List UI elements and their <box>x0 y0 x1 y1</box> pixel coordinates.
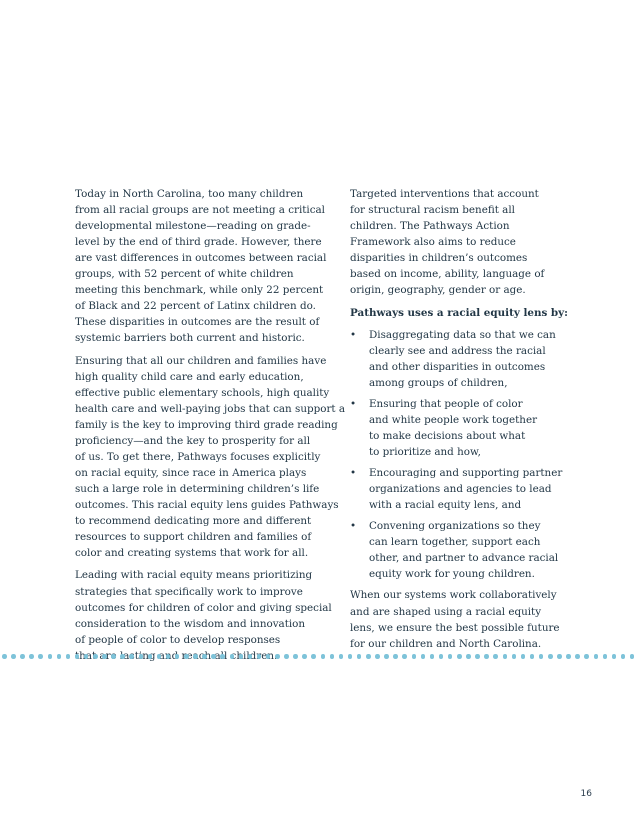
divider-dot <box>630 654 635 659</box>
divider-dot <box>193 654 198 659</box>
text-line: health care and well-paying jobs that can support a <box>75 402 346 415</box>
text-line: and white people work together <box>369 413 538 426</box>
text-line: from all racial groups are not meeting a critical <box>75 204 325 217</box>
list-item <box>350 518 592 582</box>
left-column <box>75 186 346 670</box>
page-number: 16 <box>580 789 592 799</box>
text-line: meeting this benchmark, while only 22 percent <box>75 284 324 297</box>
divider-dot <box>348 654 353 659</box>
text-line: groups, with 52 percent of white children <box>75 268 294 281</box>
divider-dot <box>93 654 98 659</box>
divider-dot <box>157 654 162 659</box>
text-line: equity work for young children. <box>369 568 535 581</box>
text-line: developmental milestone—reading on grade- <box>75 220 311 233</box>
divider-dot <box>48 654 53 659</box>
divider-dot <box>239 654 244 659</box>
divider-dot <box>557 654 562 659</box>
divider-dot <box>2 654 7 659</box>
text-line: Convening organizations so they <box>369 520 541 533</box>
divider-dot <box>375 654 380 659</box>
dotted-divider <box>0 652 638 662</box>
list-item <box>350 327 592 391</box>
text-line: with a racial equity lens, and <box>369 499 522 512</box>
divider-dot <box>66 654 71 659</box>
divider-dot <box>339 654 344 659</box>
text-line: lens, we ensure the best possible future <box>350 621 560 634</box>
divider-dot <box>503 654 508 659</box>
text-line: high quality child care and early education, <box>75 370 304 383</box>
divider-dot <box>38 654 43 659</box>
text-line: family is the key to improving third grade reading <box>75 418 338 431</box>
text-line: origin, geography, gender or age. <box>350 284 526 297</box>
text-line: of Black and 22 percent of Latinx children do. <box>75 300 316 313</box>
intro-paragraph <box>75 186 337 346</box>
text-line: proficiency—and the key to prosperity for all <box>75 434 311 447</box>
text-line: resources to support children and families of <box>75 531 312 544</box>
divider-dot <box>139 654 144 659</box>
divider-dot <box>594 654 599 659</box>
text-line: to recommend dedicating more and different <box>75 515 312 528</box>
text-line: other, and partner to advance racial <box>369 552 559 565</box>
divider-dot <box>566 654 571 659</box>
divider-dot <box>129 654 134 659</box>
divider-dot <box>457 654 462 659</box>
text-line: systemic barriers both current and historic. <box>75 332 305 345</box>
text-line: of us. To get there, Pathways focuses explicitly <box>75 450 321 463</box>
divider-dot <box>603 654 608 659</box>
divider-dot <box>202 654 207 659</box>
divider-dot <box>512 654 517 659</box>
divider-dot <box>311 654 316 659</box>
text-line: such a large role in determining children’s life <box>75 483 320 496</box>
divider-dot <box>575 654 580 659</box>
divider-dot <box>439 654 444 659</box>
divider-dot <box>521 654 526 659</box>
targeted-paragraph <box>350 186 592 298</box>
divider-dot <box>530 654 535 659</box>
divider-dot <box>621 654 626 659</box>
divider-dot <box>275 654 280 659</box>
divider-dot <box>384 654 389 659</box>
ensuring-paragraph <box>75 353 346 562</box>
bullet-icon: • <box>350 520 357 533</box>
divider-dot <box>11 654 16 659</box>
text-line: Encouraging and supporting partner <box>369 467 563 480</box>
divider-dot <box>148 654 153 659</box>
text-line: for our children and North Carolina. <box>350 637 542 650</box>
divider-dot <box>257 654 262 659</box>
divider-dot <box>402 654 407 659</box>
divider-dot <box>584 654 589 659</box>
text-line: of people of color to develop responses <box>75 633 281 646</box>
divider-dot <box>366 654 371 659</box>
text-line: Ensuring that people of color <box>369 397 523 410</box>
divider-dot <box>111 654 116 659</box>
text-line: outcomes. This racial equity lens guides Pathways <box>75 499 339 512</box>
divider-dot <box>57 654 62 659</box>
text-line: to make decisions about what <box>369 430 526 443</box>
divider-dot <box>466 654 471 659</box>
text-line: strategies that specifically work to improve <box>75 585 303 598</box>
divider-dot <box>330 654 335 659</box>
divider-dot <box>120 654 125 659</box>
bullet-icon: • <box>350 467 357 480</box>
divider-dot <box>175 654 180 659</box>
text-line: can learn together, support each <box>369 536 541 549</box>
text-line: to prioritize and how, <box>369 446 481 459</box>
text-line: consideration to the wisdom and innovation <box>75 617 306 630</box>
text-line: and are shaped using a racial equity <box>350 605 542 618</box>
divider-dot <box>184 654 189 659</box>
divider-dot <box>102 654 107 659</box>
divider-dot <box>539 654 544 659</box>
text-line: for structural racism benefit all <box>350 204 515 217</box>
divider-dot <box>548 654 553 659</box>
divider-dot <box>493 654 498 659</box>
text-line: clearly see and address the racial <box>369 344 546 357</box>
divider-dot <box>166 654 171 659</box>
bullet-icon: • <box>350 328 357 341</box>
divider-dot <box>475 654 480 659</box>
text-line: Targeted interventions that account <box>350 188 539 200</box>
divider-dot <box>266 654 271 659</box>
text-line: outcomes for children of color and giving special <box>75 601 332 614</box>
divider-dot <box>302 654 307 659</box>
bullet-icon: • <box>350 397 357 410</box>
divider-dot <box>448 654 453 659</box>
text-line: children. The Pathways Action <box>350 220 510 233</box>
text-line: on racial equity, since race in America plays <box>75 466 307 479</box>
divider-dot <box>321 654 326 659</box>
text-line: Today in North Carolina, too many children <box>75 188 304 200</box>
divider-dot <box>211 654 216 659</box>
divider-dot <box>248 654 253 659</box>
text-line: These disparities in outcomes are the result of <box>75 316 320 329</box>
divider-dot <box>284 654 289 659</box>
divider-dot <box>293 654 298 659</box>
text-line: level by the end of third grade. However, there <box>75 236 322 249</box>
text-line: organizations and agencies to lead <box>369 483 552 496</box>
text-line: and other disparities in outcomes <box>369 360 546 373</box>
divider-dot <box>29 654 34 659</box>
leading-paragraph <box>75 567 337 663</box>
divider-dot <box>412 654 417 659</box>
divider-dot <box>84 654 89 659</box>
divider-dot <box>430 654 435 659</box>
divider-dot <box>484 654 489 659</box>
section-heading: Pathways uses a racial equity lens by: <box>350 306 568 319</box>
divider-dot <box>75 654 80 659</box>
list-item <box>350 396 592 460</box>
bullet-list <box>350 327 592 583</box>
list-item <box>350 465 592 513</box>
text-line: When our systems work collaboratively <box>350 589 557 602</box>
text-line: are vast differences in outcomes between racial <box>75 252 327 265</box>
divider-dot <box>612 654 617 659</box>
divider-dot <box>220 654 225 659</box>
text-line: are lasting children. <box>99 649 278 662</box>
text-line: Framework also aims to reduce <box>350 236 516 249</box>
text-line: effective public elementary schools, high quality <box>75 386 330 399</box>
text-line: Leading with racial equity means prioritizing <box>75 569 313 582</box>
divider-dot <box>357 654 362 659</box>
text-line: disparities in children’s outcomes <box>350 252 528 265</box>
text-line: based on income, ability, language of <box>350 268 545 281</box>
divider-dot <box>421 654 426 659</box>
divider-dot <box>230 654 235 659</box>
text-line: Ensuring that all our children and families have <box>75 354 327 367</box>
text-line: Disaggregating data so that we can <box>369 328 556 341</box>
right-column <box>350 186 592 658</box>
text-line: color and creating systems that work for all. <box>75 547 309 560</box>
closing-paragraph <box>350 587 592 651</box>
text-line: among groups of children, <box>369 376 508 389</box>
divider-dot <box>20 654 25 659</box>
divider-dot <box>393 654 398 659</box>
